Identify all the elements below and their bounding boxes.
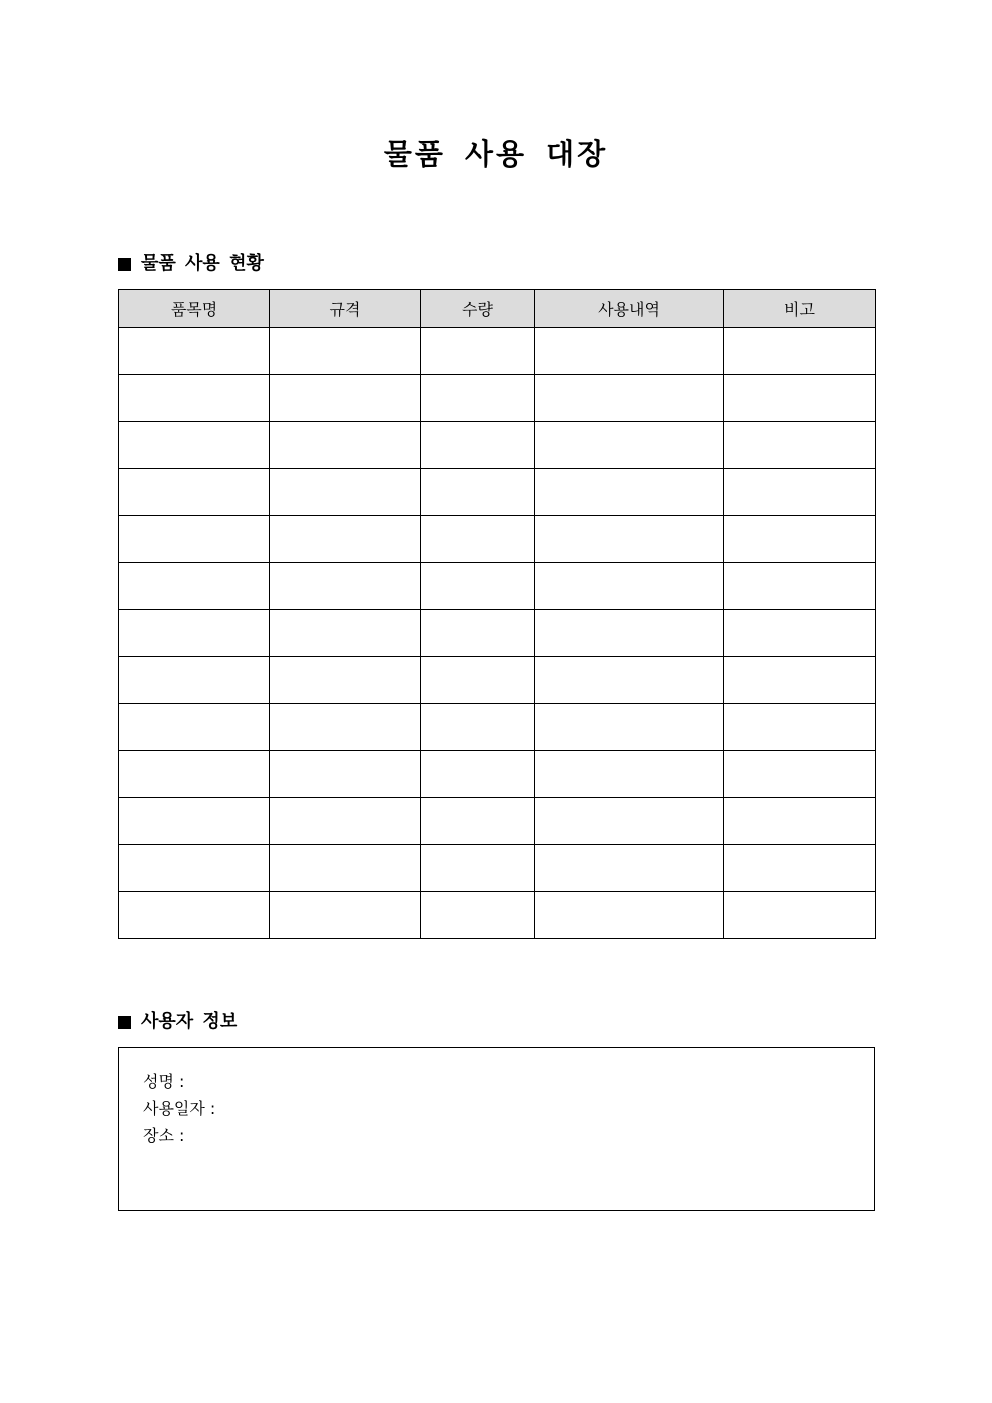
column-header-spec: 규격: [270, 290, 421, 328]
table-cell[interactable]: [119, 422, 270, 469]
square-bullet-icon: [118, 1016, 131, 1029]
table-row: [119, 563, 876, 610]
table-cell[interactable]: [421, 469, 535, 516]
table-cell[interactable]: [119, 892, 270, 939]
user-field-name[interactable]: [143, 1068, 220, 1095]
table-cell[interactable]: [119, 751, 270, 798]
table-cell[interactable]: [535, 751, 724, 798]
table-row: [119, 375, 876, 422]
table-cell[interactable]: [119, 704, 270, 751]
table-cell[interactable]: [119, 845, 270, 892]
column-header-remarks: 비고: [724, 290, 876, 328]
usage-section-heading: [118, 252, 264, 276]
table-cell[interactable]: [535, 892, 724, 939]
table-cell[interactable]: [421, 798, 535, 845]
user-field-date-label: 사용일자 :: [143, 1099, 216, 1118]
column-header-item-name: 품목명: [119, 290, 270, 328]
table-cell[interactable]: [724, 469, 876, 516]
user-info-box: [118, 1047, 875, 1211]
table-cell[interactable]: [270, 563, 421, 610]
table-cell[interactable]: [421, 751, 535, 798]
usage-table-body: [119, 328, 876, 939]
table-cell[interactable]: [270, 892, 421, 939]
table-cell[interactable]: [724, 422, 876, 469]
table-row: [119, 610, 876, 657]
table-cell[interactable]: [270, 516, 421, 563]
table-cell[interactable]: [535, 657, 724, 704]
table-cell[interactable]: [724, 657, 876, 704]
table-cell[interactable]: [421, 563, 535, 610]
table-cell[interactable]: [119, 563, 270, 610]
table-cell[interactable]: [421, 328, 535, 375]
usage-table: [118, 289, 876, 939]
table-cell[interactable]: [535, 469, 724, 516]
table-cell[interactable]: [119, 657, 270, 704]
table-cell[interactable]: [270, 375, 421, 422]
usage-section-title: 물품 사용 현황: [141, 253, 264, 274]
table-row: [119, 516, 876, 563]
table-cell[interactable]: [421, 845, 535, 892]
table-row: [119, 751, 876, 798]
table-cell[interactable]: [535, 328, 724, 375]
table-cell[interactable]: [535, 375, 724, 422]
table-cell[interactable]: [270, 798, 421, 845]
user-field-date[interactable]: [143, 1095, 220, 1122]
table-cell[interactable]: [119, 610, 270, 657]
table-row: [119, 798, 876, 845]
user-field-place-label: 장소 :: [143, 1126, 185, 1145]
table-cell[interactable]: [535, 422, 724, 469]
table-row: [119, 657, 876, 704]
table-cell[interactable]: [724, 563, 876, 610]
table-cell[interactable]: [724, 798, 876, 845]
table-cell[interactable]: [421, 610, 535, 657]
table-cell[interactable]: [535, 845, 724, 892]
document-title: 물품 사용 대장: [383, 137, 609, 171]
table-cell[interactable]: [270, 845, 421, 892]
table-cell[interactable]: [421, 516, 535, 563]
table-cell[interactable]: [724, 845, 876, 892]
table-cell[interactable]: [724, 704, 876, 751]
table-cell[interactable]: [270, 422, 421, 469]
usage-table-header-row: [119, 290, 876, 328]
table-cell[interactable]: [270, 704, 421, 751]
table-cell[interactable]: [535, 516, 724, 563]
table-cell[interactable]: [270, 469, 421, 516]
table-row: [119, 892, 876, 939]
square-bullet-icon: [118, 258, 131, 271]
table-cell[interactable]: [270, 751, 421, 798]
table-row: [119, 469, 876, 516]
user-field-name-label: 성명 :: [143, 1072, 185, 1091]
user-info-fields: [143, 1068, 220, 1149]
table-row: [119, 328, 876, 375]
table-row: [119, 704, 876, 751]
table-cell[interactable]: [724, 516, 876, 563]
table-cell[interactable]: [119, 328, 270, 375]
table-cell[interactable]: [270, 328, 421, 375]
table-row: [119, 845, 876, 892]
column-header-usage-details: 사용내역: [535, 290, 724, 328]
table-cell[interactable]: [535, 610, 724, 657]
table-cell[interactable]: [724, 751, 876, 798]
table-cell[interactable]: [421, 892, 535, 939]
table-cell[interactable]: [119, 516, 270, 563]
table-cell[interactable]: [724, 328, 876, 375]
table-cell[interactable]: [421, 422, 535, 469]
table-cell[interactable]: [535, 563, 724, 610]
table-cell[interactable]: [724, 892, 876, 939]
table-cell[interactable]: [535, 798, 724, 845]
user-section-title: 사용자 정보: [141, 1011, 238, 1032]
table-cell[interactable]: [119, 469, 270, 516]
table-cell[interactable]: [724, 610, 876, 657]
table-cell[interactable]: [119, 798, 270, 845]
table-cell[interactable]: [724, 375, 876, 422]
table-cell[interactable]: [421, 704, 535, 751]
table-cell[interactable]: [270, 610, 421, 657]
user-field-place[interactable]: [143, 1122, 220, 1149]
user-section-heading: [118, 1010, 237, 1034]
table-cell[interactable]: [119, 375, 270, 422]
table-row: [119, 422, 876, 469]
table-cell[interactable]: [421, 657, 535, 704]
table-cell[interactable]: [421, 375, 535, 422]
table-cell[interactable]: [535, 704, 724, 751]
table-cell[interactable]: [270, 657, 421, 704]
column-header-quantity: 수량: [421, 290, 535, 328]
